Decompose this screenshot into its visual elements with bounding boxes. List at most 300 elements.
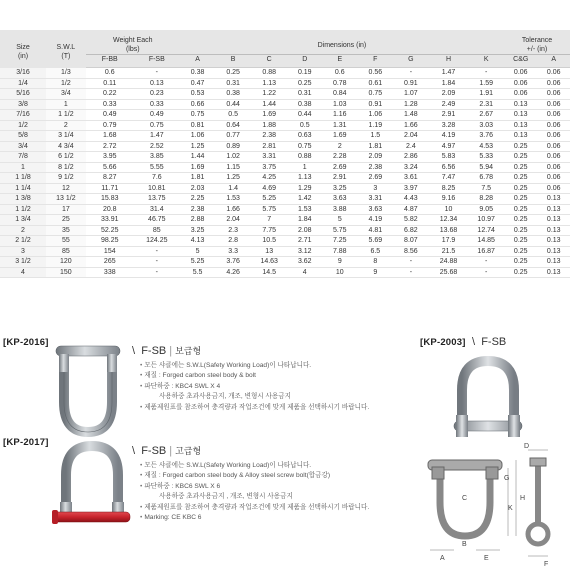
table-cell: 0.25 [504, 194, 537, 205]
table-cell: 1.44 [251, 99, 288, 110]
table-cell: 4 [0, 267, 46, 278]
table-cell: 7/16 [0, 110, 46, 121]
table-cell: - [134, 68, 180, 79]
table-cell: 0.79 [86, 120, 134, 131]
table-cell: 0.06 [504, 89, 537, 100]
table-cell: 1.69 [322, 131, 358, 142]
product-title-kp2003: \ F-SB [472, 336, 507, 348]
table-cell: 0.06 [537, 120, 570, 131]
table-cell: 1.13 [251, 78, 288, 89]
table-cell: 0.13 [504, 110, 537, 121]
table-row [0, 110, 570, 121]
table-cell: 2.3 [215, 225, 251, 236]
table-cell: 3/4 [46, 89, 86, 100]
table-cell: 9 [322, 257, 358, 268]
table-cell: 1.25 [180, 141, 216, 152]
table-cell: 2.86 [393, 152, 429, 163]
product-title-kp2017: \ F-SB | 고급형 [132, 445, 202, 457]
table-cell: 1.42 [288, 194, 323, 205]
table-cell: 0.06 [537, 173, 570, 184]
table-cell: 24.88 [429, 257, 469, 268]
table-cell: 0.25 [504, 152, 537, 163]
product-code-kp2016: [KP-2016] [3, 337, 49, 348]
table-cell: 13.75 [134, 194, 180, 205]
bullet-item: • 재질 : Forged carbon steel body & Alloy steel screw bolt(합금강) [140, 472, 331, 480]
table-cell: 0.25 [504, 141, 537, 152]
table-cell: 12 [46, 183, 86, 194]
table-row [0, 173, 570, 184]
table-cell: 2.28 [322, 152, 358, 163]
table-cell: 2.71 [288, 236, 323, 247]
table-cell: 6 1/2 [46, 152, 86, 163]
table-cell: 0.06 [537, 110, 570, 121]
table-cell: 0.06 [537, 78, 570, 89]
table-cell: 2.69 [358, 173, 394, 184]
table-cell: 4.81 [358, 225, 394, 236]
table-cell: 3.63 [358, 204, 394, 215]
dimension-label-c: C [462, 495, 468, 502]
table-cell: 0.23 [134, 89, 180, 100]
table-cell: - [393, 257, 429, 268]
bullet-item: • 재질 : Forged carbon steel body & bolt [140, 372, 257, 380]
table-cell: 0.88 [251, 68, 288, 79]
table-cell: 25 [46, 215, 86, 226]
table-cell: 3.28 [429, 120, 469, 131]
table-cell: 14.5 [251, 267, 288, 278]
table-cell: 12.34 [429, 215, 469, 226]
table-cell: 1.28 [393, 99, 429, 110]
table-cell: 3.12 [288, 246, 323, 257]
table-cell: 10.81 [134, 183, 180, 194]
table-cell: 0.49 [86, 110, 134, 121]
table-cell: 0.06 [537, 99, 570, 110]
table-cell: 15.83 [86, 194, 134, 205]
table-cell: 0.91 [358, 99, 394, 110]
shackle-photo-kp2017 [52, 440, 132, 550]
table-cell: 1.06 [358, 110, 394, 121]
table-cell: 0.75 [358, 89, 394, 100]
bullet-item: • 모든 샤클에는 S.W.L(Safety Working Load)이 나타납니다. [140, 462, 312, 469]
table-cell: 1.81 [358, 141, 394, 152]
table-cell: 0.84 [322, 89, 358, 100]
table-cell: 1.53 [215, 194, 251, 205]
product-title-kp2016: \ F-SB | 보급형 [132, 345, 202, 357]
table-cell: 0.61 [358, 78, 394, 89]
table-cell: 0.63 [288, 131, 323, 142]
table-cell: 0.25 [504, 257, 537, 268]
table-cell: 1.68 [86, 131, 134, 142]
table-cell: 2.72 [86, 141, 134, 152]
table-cell: 0.06 [537, 131, 570, 142]
table-cell: 0.38 [180, 68, 216, 79]
table-cell: 5.83 [429, 152, 469, 163]
table-cell: 3.85 [134, 152, 180, 163]
table-cell: 0.6 [322, 68, 358, 79]
table-cell: 3.63 [322, 194, 358, 205]
table-cell: 4.53 [468, 141, 504, 152]
table-row [0, 236, 570, 247]
table-cell: 1.25 [215, 173, 251, 184]
table-cell: 1 [288, 162, 323, 173]
table-cell: 1.06 [180, 131, 216, 142]
table-cell: 1.81 [180, 173, 216, 184]
table-cell: 1.53 [288, 204, 323, 215]
table-cell: 14.63 [251, 257, 288, 268]
table-cell: 3.25 [180, 225, 216, 236]
table-row [0, 267, 570, 278]
table-cell: 3.03 [468, 120, 504, 131]
table-cell: 17 [46, 204, 86, 215]
table-cell: 0.6 [86, 68, 134, 79]
table-cell: 4 [288, 267, 323, 278]
table-cell: 0.66 [180, 99, 216, 110]
col-header-h: H [429, 55, 469, 68]
table-cell: 0.25 [504, 267, 537, 278]
col-header-b: B [215, 55, 251, 68]
table-cell: 2.88 [180, 215, 216, 226]
table-cell: 4.19 [429, 131, 469, 142]
table-cell: 1.44 [180, 152, 216, 163]
table-cell: 5 [322, 215, 358, 226]
table-cell: 3.25 [322, 183, 358, 194]
table-cell: 3 1/2 [0, 257, 46, 268]
table-cell: 0.06 [537, 141, 570, 152]
table-cell: 0.64 [215, 120, 251, 131]
table-cell: 2.52 [134, 141, 180, 152]
table-cell: 5.82 [393, 215, 429, 226]
table-cell: 1.13 [288, 173, 323, 184]
table-cell: 3.24 [393, 162, 429, 173]
table-cell: 13 [251, 246, 288, 257]
table-cell: 0.75 [134, 120, 180, 131]
table-row [0, 183, 570, 194]
table-cell: 2.38 [180, 204, 216, 215]
table-cell: 1.31 [322, 120, 358, 131]
dimension-label-a: A [440, 555, 445, 562]
table-cell: 0.44 [215, 99, 251, 110]
table-cell: 5.5 [180, 267, 216, 278]
table-cell: - [468, 257, 504, 268]
table-cell: 0.38 [288, 99, 323, 110]
table-cell: 7.5 [468, 183, 504, 194]
table-cell: 21.5 [429, 246, 469, 257]
dimension-label-g: G [504, 475, 510, 482]
table-cell: 0.38 [215, 89, 251, 100]
table-cell: 12.74 [468, 225, 504, 236]
table-cell: 1/2 [0, 120, 46, 131]
table-cell: 4.43 [393, 194, 429, 205]
table-cell: 0.25 [504, 173, 537, 184]
table-cell: 9 [358, 267, 394, 278]
table-cell: 3.95 [86, 152, 134, 163]
table-cell: 5.33 [468, 152, 504, 163]
table-row [0, 68, 570, 79]
table-cell: 2.25 [180, 194, 216, 205]
table-cell: 5.69 [358, 236, 394, 247]
table-row [0, 215, 570, 226]
table-cell: 124.25 [134, 236, 180, 247]
table-cell: 1 3/8 [0, 194, 46, 205]
table-cell: 98.25 [86, 236, 134, 247]
col-header-k: K [468, 55, 504, 68]
bullet-item: • 파단하중 : KBC6 SWL X 6 [140, 482, 221, 490]
table-cell: 5.94 [468, 162, 504, 173]
table-cell: 5.75 [251, 204, 288, 215]
shackle-photo-kp2003 [448, 355, 528, 450]
table-cell: 0.13 [504, 99, 537, 110]
table-cell: 1.84 [288, 215, 323, 226]
dimension-diagram [420, 440, 570, 570]
dimensions-header: Dimensions (in) [180, 30, 504, 55]
table-cell: 0.5 [288, 120, 323, 131]
table-cell: 0.11 [86, 78, 134, 89]
table-cell: 0.25 [504, 225, 537, 236]
table-cell: 10 [429, 204, 469, 215]
table-cell: 4.69 [251, 183, 288, 194]
table-cell: 0.06 [504, 78, 537, 89]
weight-header: Weight Each (lbs) [86, 30, 180, 55]
table-cell: 3 [358, 183, 394, 194]
table-row [0, 152, 570, 163]
table-row [0, 162, 570, 173]
shackle-photo-kp2016 [52, 340, 124, 440]
table-cell: 2 [0, 225, 46, 236]
table-cell: 0.77 [215, 131, 251, 142]
table-cell: 3.31 [358, 194, 394, 205]
table-cell: 46.75 [134, 215, 180, 226]
table-cell: - [468, 68, 504, 79]
table-cell: 0.06 [504, 68, 537, 79]
table-cell: - [134, 267, 180, 278]
table-cell: 3/8 [0, 99, 46, 110]
table-cell: 0.13 [537, 225, 570, 236]
table-cell: 1.47 [134, 131, 180, 142]
table-cell: 1.07 [393, 89, 429, 100]
table-cell: - [134, 246, 180, 257]
table-cell: 3 [0, 246, 46, 257]
table-cell: 2.91 [429, 110, 469, 121]
table-cell: 2.91 [322, 173, 358, 184]
table-cell: 4.13 [180, 236, 216, 247]
table-cell: 8.25 [429, 183, 469, 194]
product-code-kp2017: [KP-2017] [3, 437, 49, 448]
table-cell: 55 [46, 236, 86, 247]
table-cell: 1.16 [322, 110, 358, 121]
table-cell: 2.69 [322, 162, 358, 173]
table-cell: 0.13 [504, 120, 537, 131]
table-cell: 10 [322, 267, 358, 278]
table-cell: 2 [46, 120, 86, 131]
table-cell: 1.47 [429, 68, 469, 79]
dimension-label-k: K [508, 505, 513, 512]
table-cell: 1.66 [393, 120, 429, 131]
table-cell: - [393, 68, 429, 79]
table-cell: 7.88 [322, 246, 358, 257]
bullet-item: • 제품제원표를 참조하여 충격량과 작업조건에 맞게 제품을 선택하시기 바랍니다. [140, 503, 370, 511]
table-cell: 1.19 [358, 120, 394, 131]
col-header-e: E [322, 55, 358, 68]
table-cell: 2.04 [393, 131, 429, 142]
table-cell: - [468, 267, 504, 278]
table-cell: 2.49 [429, 99, 469, 110]
table-cell: 0.06 [537, 89, 570, 100]
table-cell: 1.02 [215, 152, 251, 163]
bullet-item: • Marking: CE KBC 6 [140, 514, 202, 522]
table-cell: 7.25 [322, 236, 358, 247]
table-cell: 8.07 [393, 236, 429, 247]
table-cell: 0.47 [180, 78, 216, 89]
table-cell: 1 [46, 99, 86, 110]
dimension-label-h: H [520, 495, 526, 502]
table-cell: 7.6 [134, 173, 180, 184]
table-cell: 0.13 [134, 78, 180, 89]
table-cell: 0.81 [180, 120, 216, 131]
table-cell: 6.82 [393, 225, 429, 236]
dimension-label-f: F [544, 561, 549, 568]
table-row [0, 204, 570, 215]
table-cell: 8 [358, 257, 394, 268]
table-cell: 10.5 [251, 236, 288, 247]
table-cell: 120 [46, 257, 86, 268]
table-cell: 4.25 [251, 173, 288, 184]
table-cell: 3.3 [215, 246, 251, 257]
col-header-tol-a: A [537, 55, 570, 68]
table-row [0, 257, 570, 268]
table-cell: 0.56 [358, 68, 394, 79]
table-cell: 1.4 [215, 183, 251, 194]
bullet-item: • 모든 샤클에는 S.W.L(Safety Working Load)이 나타납니다. [140, 362, 312, 369]
product-code-kp2003: [KP-2003] [420, 337, 466, 348]
table-cell: 0.53 [180, 89, 216, 100]
table-cell: 10.97 [468, 215, 504, 226]
table-cell: 4 3/4 [46, 141, 86, 152]
table-cell: 5/16 [0, 89, 46, 100]
table-cell: 2.4 [393, 141, 429, 152]
col-header-f-sb: F-SB [134, 55, 180, 68]
table-cell: 1 1/8 [0, 173, 46, 184]
table-cell: 3.76 [215, 257, 251, 268]
table-cell: 0.89 [215, 141, 251, 152]
table-cell: 7 [251, 215, 288, 226]
table-cell: 0.75 [288, 141, 323, 152]
table-cell: 1 [0, 162, 46, 173]
table-cell: 1.84 [429, 78, 469, 89]
table-cell: 3/16 [0, 68, 46, 79]
table-row [0, 78, 570, 89]
table-cell: 0.49 [134, 110, 180, 121]
table-cell: 0.25 [504, 236, 537, 247]
table-cell: 9 1/2 [46, 173, 86, 184]
table-cell: 5/8 [0, 131, 46, 142]
table-cell: 1/4 [0, 78, 46, 89]
dimension-label-b: B [462, 541, 467, 548]
table-cell: 3.62 [288, 257, 323, 268]
table-cell: 4.26 [215, 267, 251, 278]
table-cell: 0.13 [504, 131, 537, 142]
table-cell: 17.9 [429, 236, 469, 247]
table-cell: 2.09 [358, 152, 394, 163]
table-cell: 3.88 [322, 204, 358, 215]
table-cell: 7.75 [251, 225, 288, 236]
swl-header: S.W.L (T) [46, 30, 86, 68]
col-header-g: G [393, 55, 429, 68]
table-cell: 5.66 [86, 162, 134, 173]
table-cell: 0.88 [288, 152, 323, 163]
table-cell: 0.06 [537, 152, 570, 163]
table-cell: 8.27 [86, 173, 134, 184]
col-header-a: A [180, 55, 216, 68]
table-row [0, 246, 570, 257]
table-cell: 0.06 [537, 183, 570, 194]
table-cell: 1 1/2 [46, 110, 86, 121]
table-cell: 1.03 [322, 99, 358, 110]
table-cell: 1 1/4 [0, 183, 46, 194]
table-cell: 6.56 [429, 162, 469, 173]
table-cell: 9.16 [429, 194, 469, 205]
table-row [0, 225, 570, 236]
table-cell: 0.25 [288, 78, 323, 89]
table-cell: 35 [46, 225, 86, 236]
dimension-label-e: E [484, 555, 489, 562]
table-cell: 2 [322, 141, 358, 152]
table-cell: 0.25 [504, 246, 537, 257]
table-cell: 52.25 [86, 225, 134, 236]
table-cell: 13 1/2 [46, 194, 86, 205]
table-cell: 1/2 [46, 78, 86, 89]
table-cell: 0.25 [504, 162, 537, 173]
table-cell: 0.22 [86, 89, 134, 100]
col-header-c: C [251, 55, 288, 68]
table-cell: 1.69 [180, 162, 216, 173]
table-cell: - [393, 267, 429, 278]
table-cell: 1.91 [468, 89, 504, 100]
table-cell: 2.8 [215, 236, 251, 247]
table-cell: 1.22 [251, 89, 288, 100]
table-row [0, 131, 570, 142]
table-cell: 2.81 [251, 141, 288, 152]
table-cell: 2.09 [429, 89, 469, 100]
table-cell: 0.91 [393, 78, 429, 89]
table-cell: 31.4 [134, 204, 180, 215]
specification-table [0, 30, 570, 278]
table-cell: 5 [180, 246, 216, 257]
table-cell: 11.71 [86, 183, 134, 194]
table-cell: 0.25 [504, 204, 537, 215]
table-cell: 2.04 [215, 215, 251, 226]
table-cell: 5.25 [180, 257, 216, 268]
table-cell: 3.76 [468, 131, 504, 142]
table-cell: 0.13 [537, 246, 570, 257]
table-cell: 3 1/4 [46, 131, 86, 142]
table-body [0, 68, 570, 278]
table-row [0, 120, 570, 131]
table-row [0, 89, 570, 100]
table-cell: 265 [86, 257, 134, 268]
table-cell: 0.75 [180, 110, 216, 121]
table-cell: 150 [46, 267, 86, 278]
bullet-item: 사용하중 초과사용금지 , 개조, 변형시 사용금지 [159, 493, 293, 501]
table-cell: 0.25 [504, 183, 537, 194]
table-cell: 1.88 [251, 120, 288, 131]
table-cell: 1/3 [46, 68, 86, 79]
table-cell: 16.87 [468, 246, 504, 257]
table-cell: 8.28 [468, 194, 504, 205]
table-cell: 1 1/2 [0, 204, 46, 215]
bullet-list-kp2017 [140, 461, 369, 523]
table-cell: 8 1/2 [46, 162, 86, 173]
col-header-cg: C&G [504, 55, 537, 68]
table-row [0, 141, 570, 152]
